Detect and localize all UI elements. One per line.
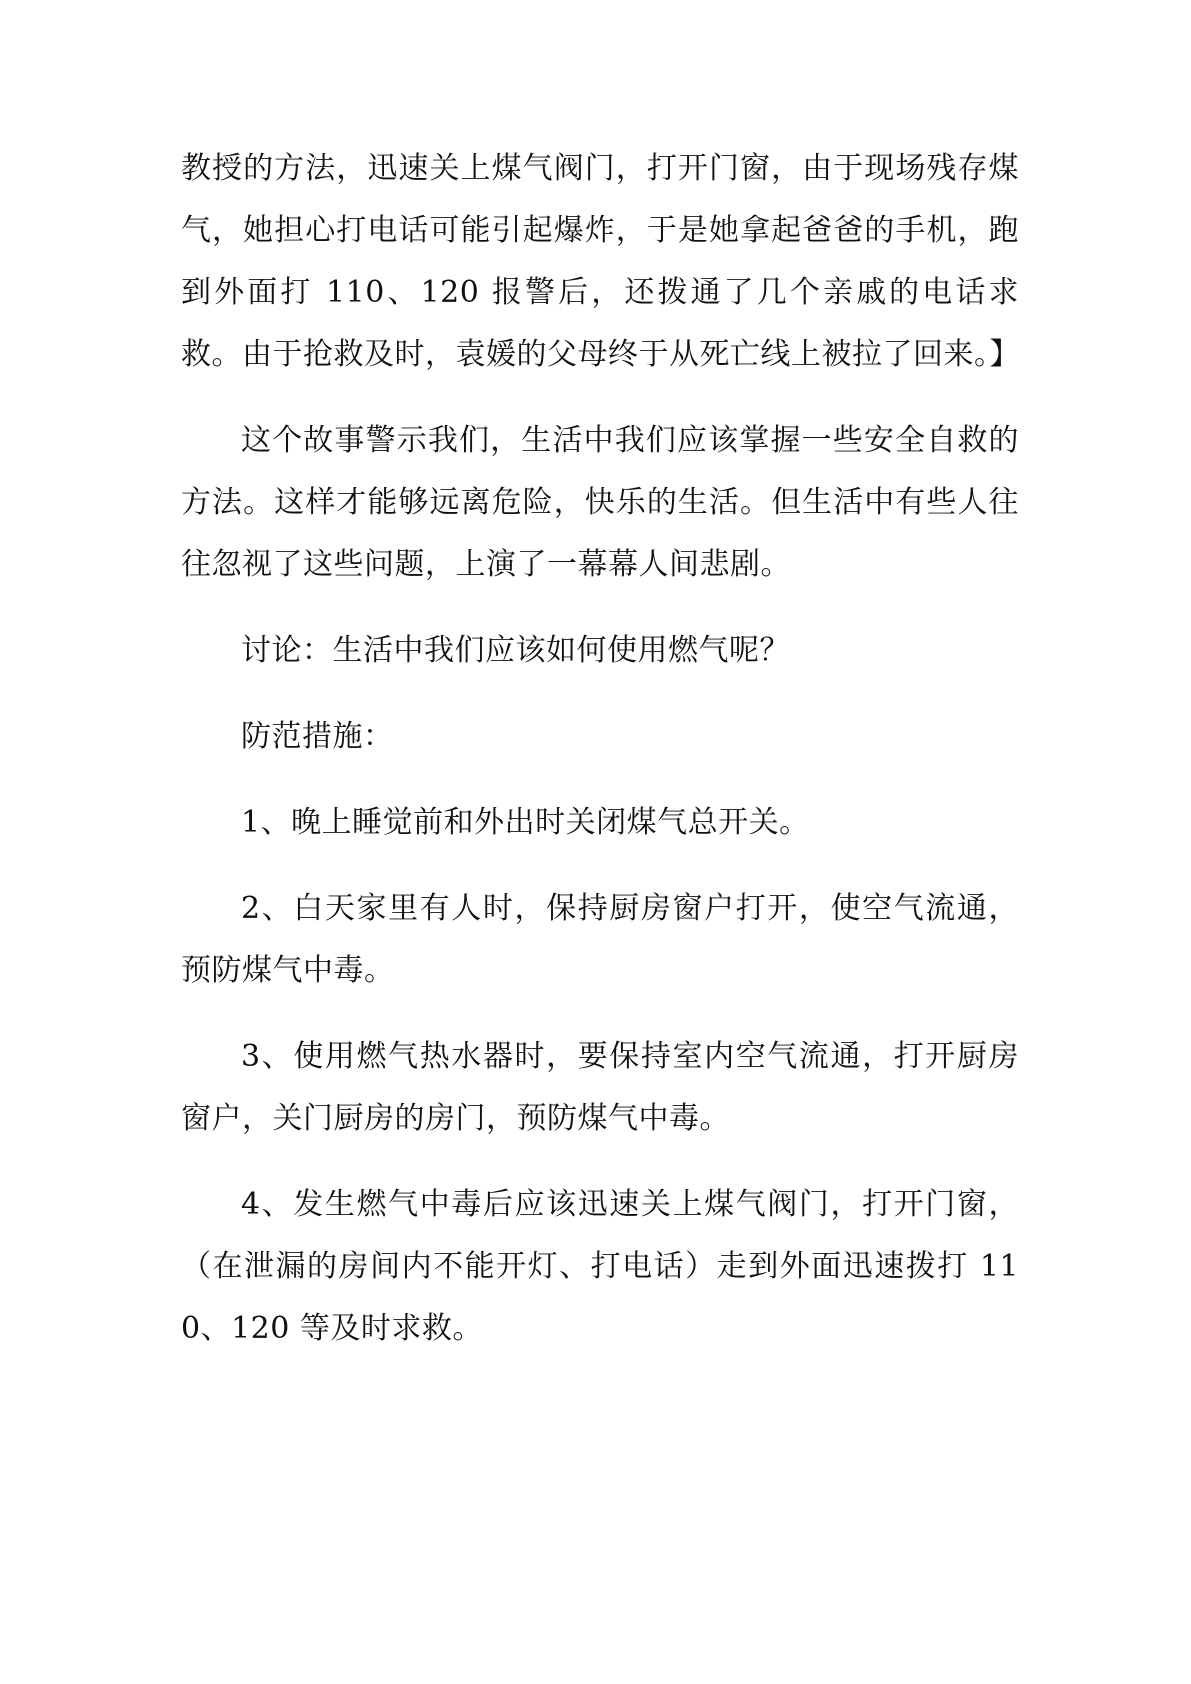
paragraph-measure-4: 4、发生燃气中毒后应该迅速关上煤气阀门，打开门窗，（在泄漏的房间内不能开灯、打电话）走到外面迅速拨打 110、120 等及时求救。 bbox=[181, 1187, 1019, 1346]
paragraph-lesson: 这个故事警示我们，生活中我们应该掌握一些安全自救的方法。这样才能够远离危险，快乐的生活。但生活中有些人往往忽视了这些问题，上演了一幕幕人间悲剧。 bbox=[181, 423, 1019, 582]
paragraph-measure-2: 2、白天家里有人时，保持厨房窗户打开，使空气流通，预防煤气中毒。 bbox=[181, 891, 1019, 988]
paragraph-story-continuation: 教授的方法，迅速关上煤气阀门，打开门窗，由于现场残存煤气，她担心打电话可能引起爆炸，于是她拿起爸爸的手机，跑到外面打 110、120 报警后，还拨通了几个亲戚的电话求救。由于抢救及时，袁媛的父母终于从死亡线上被拉了回来。】 bbox=[181, 151, 1020, 372]
document-body bbox=[181, 138, 1019, 1360]
paragraph-discussion: 讨论：生活中我们应该如何使用燃气呢？ bbox=[241, 633, 790, 668]
paragraph-measures-heading: 防范措施： bbox=[241, 719, 394, 754]
paragraph-measure-1: 1、晚上睡觉前和外出时关闭煤气总开关。 bbox=[241, 805, 810, 840]
paragraph-measure-3: 3、使用燃气热水器时，要保持室内空气流通，打开厨房窗户，关门厨房的房门，预防煤气中毒。 bbox=[181, 1039, 1019, 1136]
